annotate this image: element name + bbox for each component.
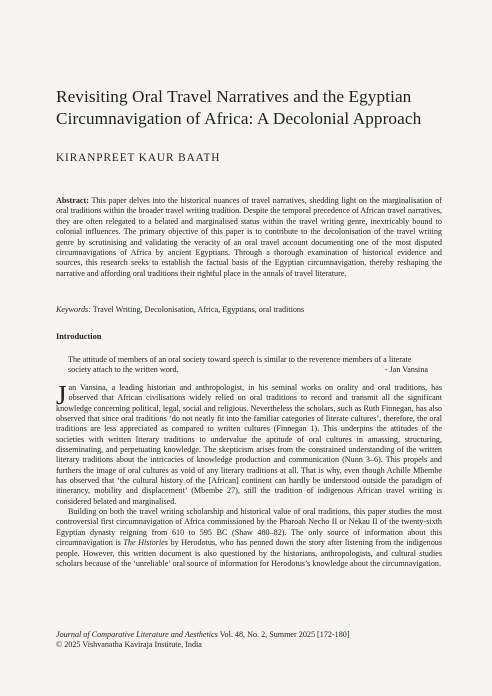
keywords <box>56 305 442 315</box>
title-line-2: Circumnavigation of Africa: A Decolonial Approach <box>56 109 422 128</box>
title-line-1: Revisiting Oral Travel Narratives and the Egyptian <box>56 87 412 106</box>
footer-copyright: © 2025 Vishvanatha Kaviraja Institute, India <box>56 640 202 650</box>
paragraph-2-text-a: Building on both the travel writing scholarship and historical value of oral traditions, this paper studies the most controversial first circumnavigation of Africa commissioned by the Pharoah Necho II or Nekau II of the twenty-sixth Egyptian dynasty reigning from 610 to 595 BC (Shaw 480–82). The only source of information about this circumnavigation is <box>56 507 442 548</box>
drop-cap: J <box>56 380 67 410</box>
epigraph-quote: The attitude of members of an oral society toward speech is similar to the reverence members of a literate society attach to the written word. <box>68 355 412 375</box>
epigraph <box>68 355 428 376</box>
footer-citation <box>56 630 452 640</box>
body-text <box>56 380 442 569</box>
paragraph-1-text: an Vansina, a leading historian and anthropologist, in his seminal works on orality and oral traditions, has observed that African civilisations widely relied on oral traditions to record and transmit all the significant knowledge concerning political, legal, social and religious. Nevertheless the scholars, such as Ruth Finnegan, has also observed that since oral traditions ‘do not neatly fit into the familiar categories of literate cultures’, therefore, the oral traditions are less appreciated as compared to written cultures (Finnegan 1). This underpins the attitudes of the societies with written literary traditions to undervalue the aptitude of oral cultures in amassing, structuring, disseminating, and perpetuating knowledge. The skepticism arises from the constrained understanding of the written literary traditions about the intricacies of knowledge production and communication (Nunn 3–6). This propels and furthers the image of oral cultures as void of any literary traditions at all. That is why, even though Achille Mbembe has observed that ‘the cultural history of the [African] continent can hardly be understood outside the paradigm of itinerancy, mobility and displacement’ (Mbembe 27), still the tradition of indigenous African travel writing is considered belated and marginalised. <box>56 383 442 506</box>
section-heading: Introduction <box>56 332 102 341</box>
paragraph-2 <box>56 507 442 569</box>
abstract-text: This paper delves into the historical nuances of travel narratives, shedding light on the marginalisation of oral traditions within the broader travel writing tradition. Despite the temporal precedence of African travel narratives, they are often relegated to a belated and marginalised status within the travel writing genre, inextricably bound to colonial influences. The primary objective of this paper is to contribute to the decolonisation of the travel writing genre by scrutinising and validating the veracity of an oral travel account documenting one of the most disputed circumnavigations of Africa by ancient Egyptians. Through a thorough examination of historical evidence and sources, this research seeks to establish the factual basis of the Egyptian circumnavigation, thereby reshaping the narrative and affording oral traditions their rightful place in the annals of travel literature. <box>56 196 442 278</box>
paragraph-2-text-b: by Herodotus, who has penned down the story after listening from the indigenous people. However, this written document is also questioned by the historians, anthropologists, and cultural studies scholars because of the ‘unreliable’ oral source of information for Herodotus’s knowledge about the circumnavigation. <box>56 538 442 568</box>
epigraph-attribution: - Jan Vansina <box>384 365 428 375</box>
abstract-label: Abstract: <box>56 196 89 205</box>
paragraph-1 <box>56 380 442 507</box>
keywords-label: Keywords: <box>56 305 91 314</box>
article-title <box>56 86 452 130</box>
keywords-text: Travel Writing, Decolonisation, Africa, Egyptians, oral traditions <box>92 305 305 314</box>
journal-issue: Vol. 48, No. 2, Summer 2025 [172-180] <box>217 630 350 639</box>
abstract <box>56 196 442 279</box>
author-name: KIRANPREET KAUR BAATH <box>56 152 221 164</box>
journal-name: Journal of Comparative Literature and Aesthetics <box>56 630 218 639</box>
page-footer <box>56 630 452 651</box>
book-title: The Histories <box>123 538 168 548</box>
